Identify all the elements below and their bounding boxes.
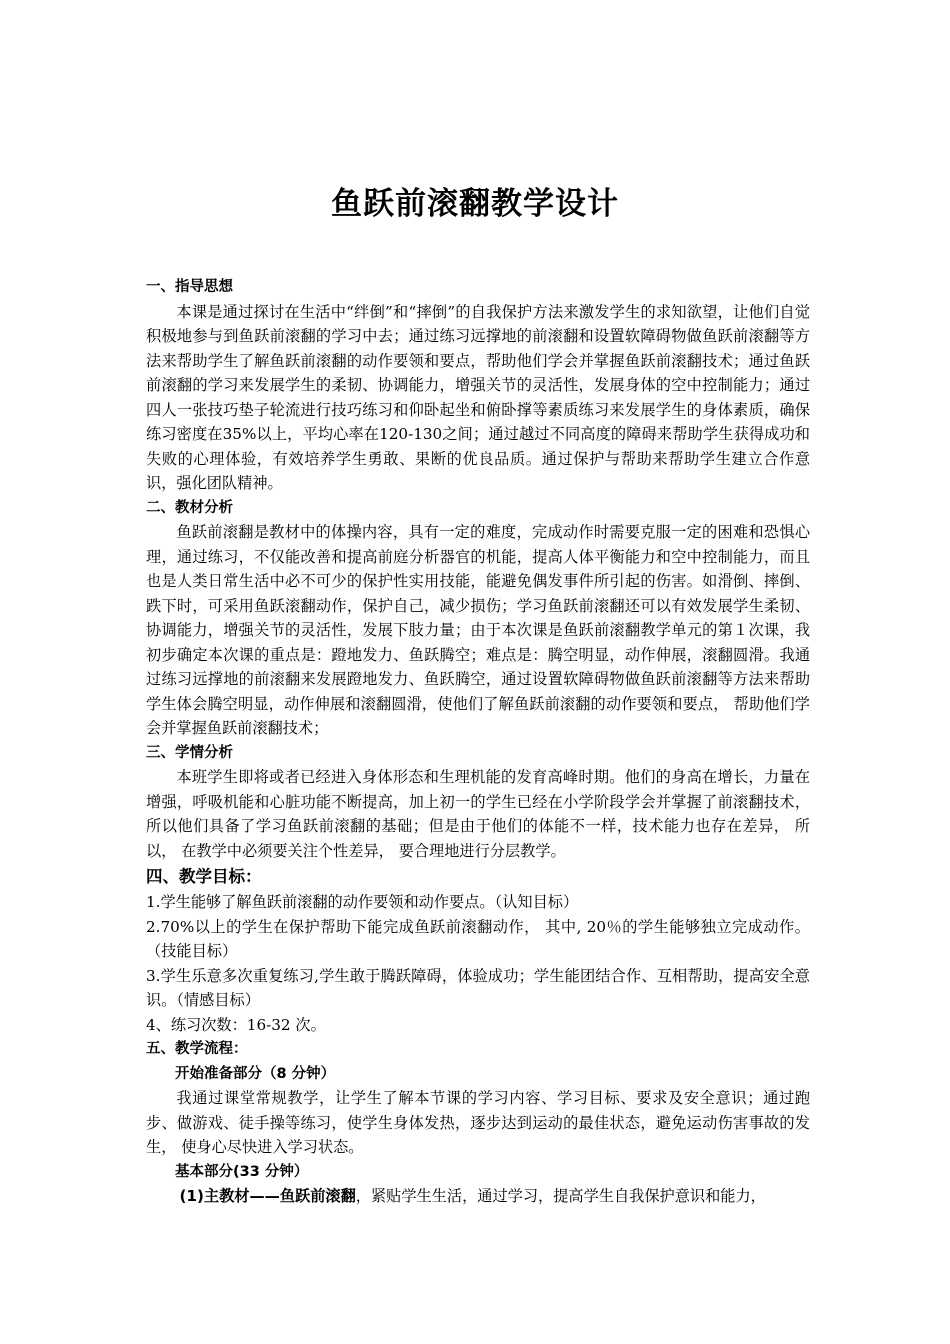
section-paragraph-student-analysis: 本班学生即将或者已经进入身体形态和生理机能的发育高峰时期。他们的身高在增长，力量在增强，呼吸机能和心脏功能不断提高，加上初一的学生已经在小学阶段学会并掌握了前滚翻技术，所以他们具备了学习鱼跃前滚翻的基础；但是由于他们的体能不一样，技术能力也存在差异， 所以， 在教学中必须要关注个性差异， 要合理地进行分层教学。	[146, 768, 810, 860]
goal-item-1: 1.学生能够了解鱼跃前滚翻的动作要领和动作要点。（认知目标）	[146, 893, 579, 911]
process-part-basic-paragraph	[146, 1184, 810, 1209]
section-heading-teaching-process: 五、教学流程：	[146, 1041, 248, 1057]
main-material-label: (1)主教材——鱼跃前滚翻	[179, 1187, 356, 1205]
section-paragraph-guiding-ideas: 本课是通过探讨在生活中“绊倒”和“摔倒”的自我保护方法来激发学生的求知欲望，让他们自觉积极地参与到鱼跃前滚翻的学习中去；通过练习远撑地的前滚翻和设置软障碍物做鱼跃前滚翻等方法来帮助学生了解鱼跃前滚翻的动作要领和要点，帮助他们学会并掌握鱼跃前滚翻技术；通过鱼跃前滚翻的学习来发展学生的柔韧、协调能力，增强关节的灵活性，发展身体的空中控制能力；通过四人一张技巧垫子轮流进行技巧练习和仰卧起坐和俯卧撑等素质练习来发展学生的身体素质，确保练习密度在35%以上，平均心率在120-130之间；通过越过不同高度的障碍来帮助学生获得成功和失败的心理体验，有效培养学生勇敢、果断的优良品质。通过保护与帮助来帮助学生建立合作意识，强化团队精神。	[146, 302, 810, 492]
section-heading-teaching-goals: 四、教学目标：	[146, 867, 262, 886]
goal-item-2: 2.70%以上的学生在保护帮助下能完成鱼跃前滚翻动作， 其中, 20％的学生能够独立完成动作。（技能目标）	[146, 917, 810, 960]
main-material-text: ，紧贴学生生活，通过学习，提高学生自我保护意识和能力，	[355, 1187, 766, 1205]
document-body	[146, 275, 810, 1209]
process-part-start-paragraph: 我通过课堂常规教学，让学生了解本节课的学习内容、学习目标、要求及安全意识；通过跑步、做游戏、徒手操等练习，使学生身体发热，逐步达到运动的最佳状态，避免运动伤害事故的发生， 使身心尽快进入学习状态。	[146, 1089, 810, 1156]
page-title: 鱼跃前滚翻教学设计	[331, 186, 619, 222]
goal-item-4: 4、练习次数：16-32 次。	[146, 1015, 326, 1034]
goal-item-3: 3.学生乐意多次重复练习,学生敢于腾跃障碍，体验成功；学生能团结合作、互相帮助，提高安全意识。（情感目标）	[146, 966, 810, 1009]
section-heading-guiding-ideas: 一、指导思想	[146, 279, 233, 295]
section-heading-student-analysis: 三、学情分析	[146, 744, 233, 761]
section-paragraph-material-analysis: 鱼跃前滚翻是教材中的体操内容，具有一定的难度，完成动作时需要克服一定的困难和恐惧心理，通过练习，不仅能改善和提高前庭分析器官的机能，提高人体平衡能力和空中控制能力，而且也是人类日常生活中必不可少的保护性实用技能，能避免偶发事件所引起的伤害。如滑倒、摔倒、跌下时，可采用鱼跃滚翻动作，保护自己，减少损伤；学习鱼跃前滚翻还可以有效发展学生柔韧、协调能力，增强关节的灵活性，发展下肢力量；由于本次课是鱼跃前滚翻教学单元的第１次课，我初步确定本次课的重点是：蹬地发力、鱼跃腾空；难点是：腾空明显，动作伸展，滚翻圆滑。我通过练习远撑地的前滚翻来发展蹬地发力、鱼跃腾空，通过设置软障碍物做鱼跃前滚翻等方法来帮助学生体会腾空明显，动作伸展和滚翻圆滑，使他们了解鱼跃前滚翻的动作要领和要点， 帮助他们学会并掌握鱼跃前滚翻技术；	[146, 523, 810, 737]
section-heading-material-analysis: 二、教材分析	[146, 499, 233, 516]
process-part-basic-title: 基本部分(33 分钟）	[175, 1163, 309, 1180]
process-part-start-title: 开始准备部分（8 分钟）	[175, 1065, 336, 1082]
